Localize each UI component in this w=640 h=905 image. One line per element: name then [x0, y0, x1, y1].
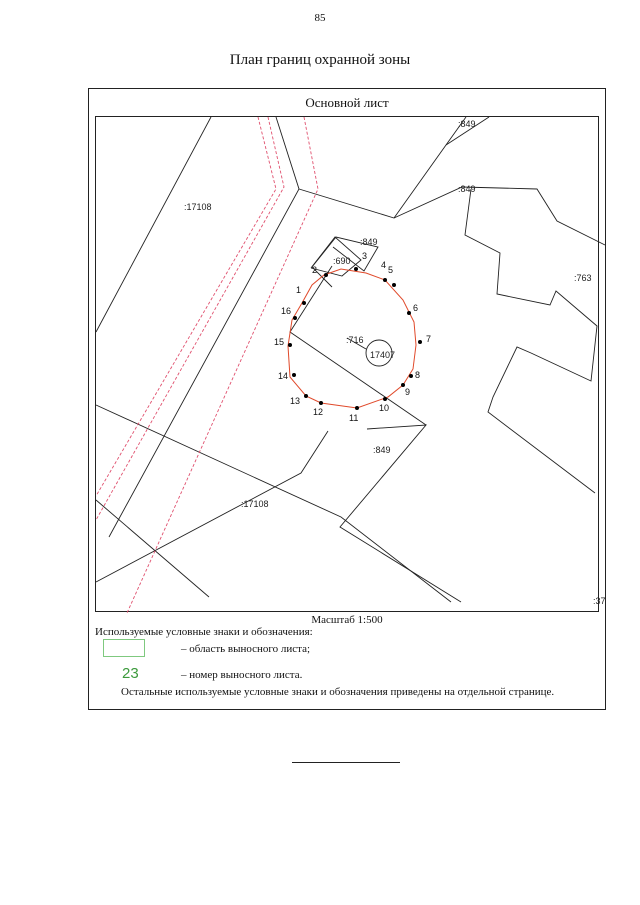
parcel-label: :849 [360, 237, 378, 247]
parcel-line [96, 405, 451, 602]
boundary-point [407, 311, 411, 315]
parcel-line [340, 425, 461, 602]
legend-sheet-number: 23 [122, 665, 139, 682]
boundary-point [383, 278, 387, 282]
parcel-label: :690 [333, 256, 351, 266]
boundary-point-label: 12 [313, 407, 324, 417]
legend-item-number: – номер выносного листа. [181, 669, 303, 681]
parcel-label: :17108 [241, 499, 269, 509]
sheet-title: Основной лист [305, 95, 389, 110]
legend-swatch [103, 639, 145, 657]
boundary-point-label: 5 [388, 265, 394, 275]
boundary-point [288, 343, 292, 347]
parcel-label: :17108 [184, 202, 212, 212]
map-area [95, 116, 606, 612]
parcel-line [394, 187, 605, 245]
dashed-line [96, 117, 276, 496]
legend-heading: Используемые условные знаки и обозначения: [95, 626, 313, 638]
boundary-point-label: 1 [296, 285, 302, 295]
boundary-point-label: 2 [312, 265, 318, 275]
page-title: План границ охранной зоны [229, 52, 411, 68]
boundary-point-label: 14 [278, 371, 289, 381]
parcel-label: :849 [458, 184, 476, 194]
boundary-point [392, 283, 396, 287]
boundary-point-label: 15 [274, 337, 285, 347]
parcel-line [109, 117, 302, 537]
parcel-line [96, 431, 328, 582]
parcel-line [299, 117, 466, 218]
parcel-label: :849 [373, 445, 391, 455]
boundary-map [96, 117, 606, 613]
boundary-point [302, 301, 306, 305]
dashed-line [96, 117, 284, 520]
parcel-label: 17407 [370, 350, 396, 360]
boundary-point-label: 13 [290, 396, 301, 406]
parcel-line [465, 189, 597, 493]
boundary-point [293, 316, 297, 320]
boundary-point [355, 406, 359, 410]
boundary-point [319, 401, 323, 405]
boundary-point [418, 340, 422, 344]
dashed-lines [96, 117, 318, 613]
boundary-point-label: 8 [415, 370, 421, 380]
boundary-point-label: 6 [413, 303, 419, 313]
boundary-point [324, 273, 328, 277]
boundary-point [354, 267, 358, 271]
parcel-label: :716 [346, 335, 364, 345]
cadastral-lines [96, 117, 605, 602]
parcel-line [96, 500, 209, 597]
boundary-point-label: 3 [362, 251, 368, 261]
legend-note: Остальные используемые условные знаки и обозначения приведены на отдельной странице. [121, 686, 555, 698]
boundary-point-label: 10 [379, 403, 390, 413]
boundary-point [409, 374, 413, 378]
parcel-label: :37 [593, 596, 606, 606]
boundary-point-label: 16 [281, 306, 292, 316]
legend-item-area: – область выносного листа; [181, 643, 311, 655]
boundary-point-label: 11 [349, 413, 359, 423]
boundary-point-label: 9 [405, 387, 411, 397]
boundary-point-label: 4 [381, 260, 387, 270]
parcel-line [96, 117, 211, 332]
boundary-point-label: 7 [426, 334, 432, 344]
signature-line [292, 762, 400, 763]
boundary-point [292, 373, 296, 377]
page-number: 85 [314, 12, 326, 24]
boundary-point [383, 397, 387, 401]
parcel-label: :849 [458, 119, 476, 129]
boundary-point [304, 394, 308, 398]
parcel-line [290, 266, 426, 425]
main-sheet-frame [88, 88, 606, 710]
parcel-label: :763 [574, 273, 592, 283]
scale-label: Масштаб 1:500 [311, 614, 383, 626]
